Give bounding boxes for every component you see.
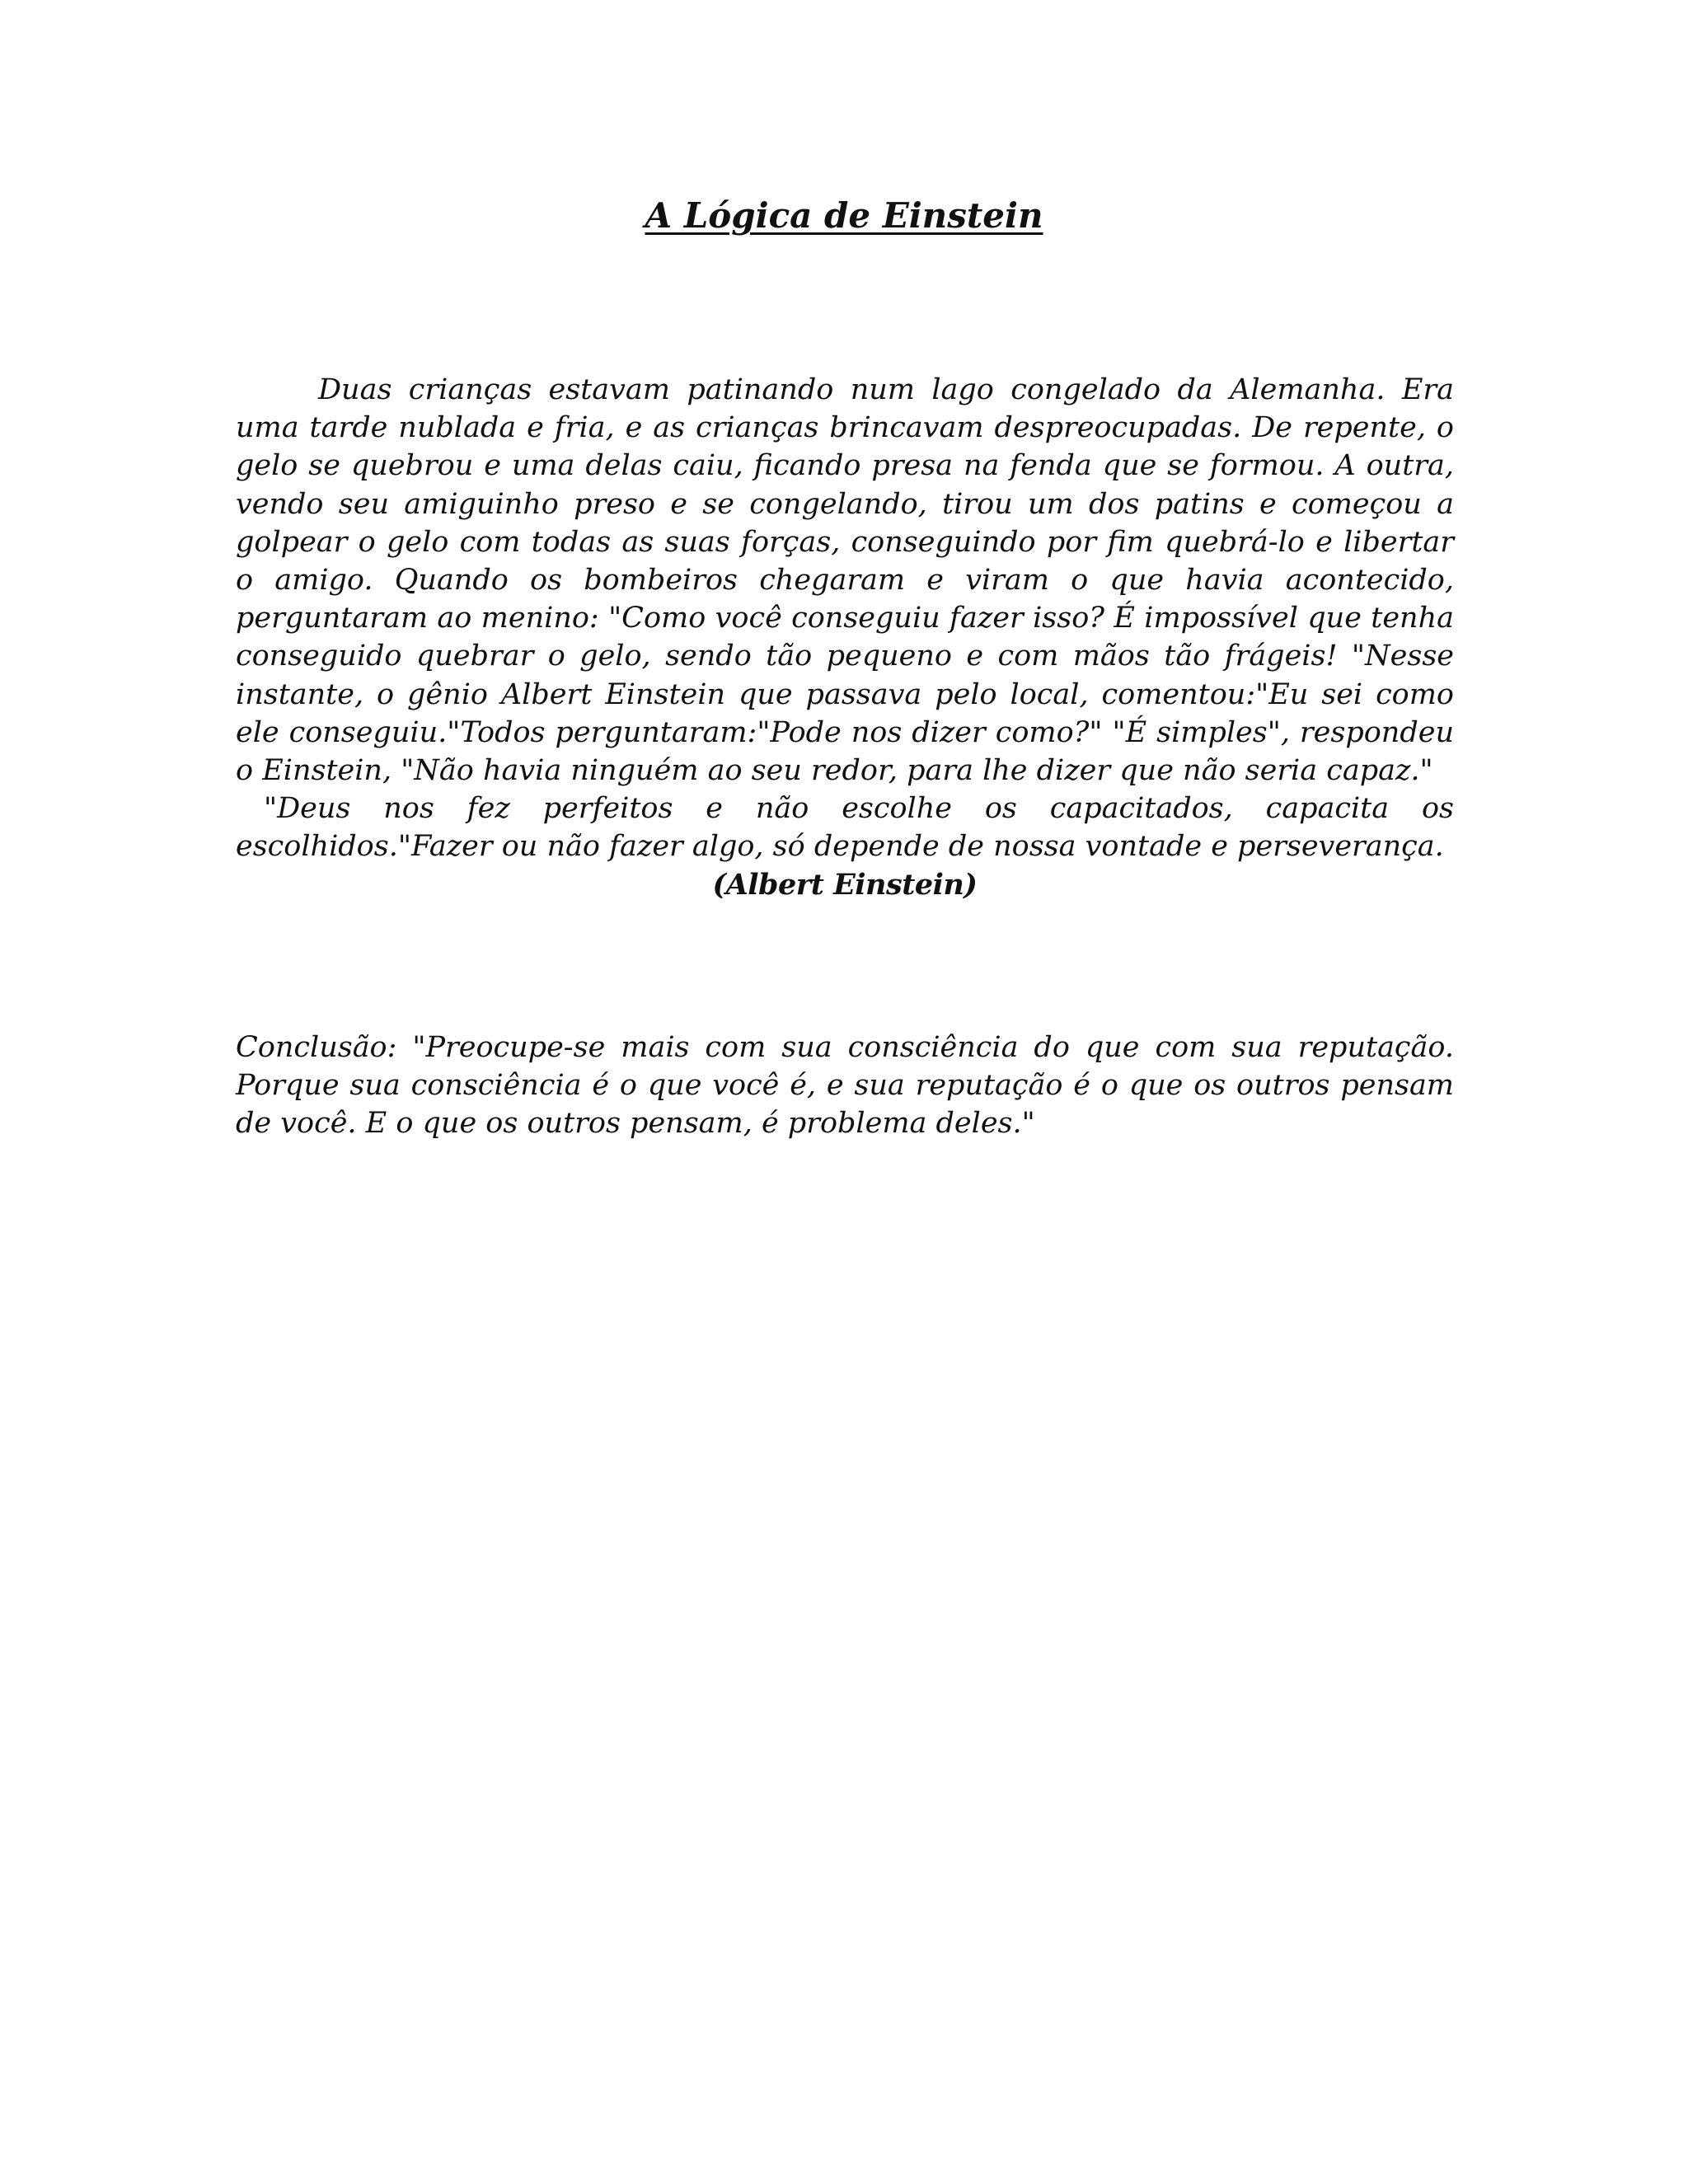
story-paragraph: Duas crianças estavam patinando num lago congelado da Alemanha. Era uma tarde nublada e fria, e as crianças brincavam despreocupadas. De repente, o gelo se quebrou e uma delas caiu, ficando presa na fenda que se formou. A outra, vendo seu amiguinho preso e se congelando, tirou um dos patins e começou a golpear o gelo com todas as suas forças, conseguindo por fim quebrá-lo e libertar o amigo. Quando os bombeiros chegaram e viram o que havia acontecido, perguntaram ao menino: "Como você conseguiu fazer isso? É impossível que tenha conseguido quebrar o gelo, sendo tão pequeno e com mãos tão frágeis! "Nesse instante, o gênio Albert Einstein que passava pelo local, comentou:"Eu sei como ele conseguiu."Todos perguntaram:"Pode nos dizer como?" "É simples", respondeu o Einstein, "Não havia ninguém ao seu redor, para lhe dizer que não seria capaz."	[236, 373, 1454, 788]
page-title: A Lógica de Einstein	[645, 195, 1043, 236]
quote-paragraph: "Deus nos fez perfeitos e não escolhe os capacitados, capacita os escolhidos."Fazer ou não fazer algo, só depende de nossa vontade e perseverança.	[236, 792, 1454, 864]
main-text	[236, 371, 1454, 904]
quote-author: (Albert Einstein)	[712, 867, 978, 902]
conclusion-paragraph: Conclusão: "Preocupe-se mais com sua consciência do que com sua reputação. Porque sua consciência é o que você é, e sua reputação é o que os outros pensam de você. E o que os outros pensam, é problema deles."	[236, 1031, 1454, 1141]
